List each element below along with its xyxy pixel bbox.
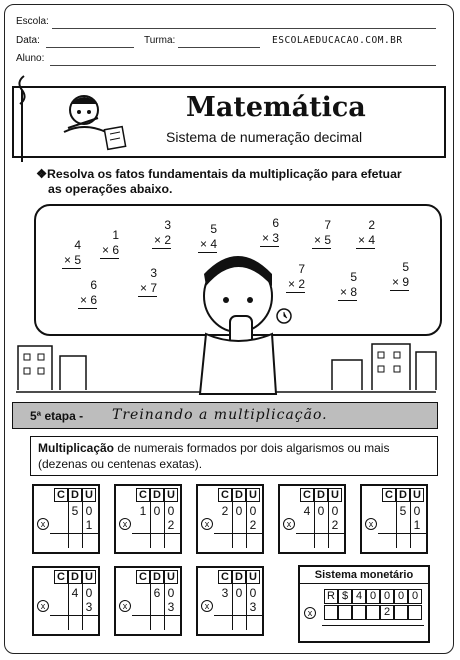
cdu-digit: 4 xyxy=(71,586,79,600)
cdu-problem-box xyxy=(32,484,100,554)
cdu-digit: 4 xyxy=(303,504,311,518)
cdu-digit: 0 xyxy=(85,586,93,600)
column-divider xyxy=(68,584,69,630)
column-divider xyxy=(164,584,165,630)
cdu-header-cell: U xyxy=(164,488,178,502)
answer-line xyxy=(214,615,262,616)
cdu-header-cell: D xyxy=(150,570,164,584)
times-circle-icon: x xyxy=(37,600,49,612)
cdu-digit: 0 xyxy=(167,504,175,518)
cdu-header-cell: C xyxy=(136,488,150,502)
column-divider xyxy=(82,584,83,630)
cdu-header-cell: D xyxy=(68,488,82,502)
cdu-digit: 5 xyxy=(399,504,407,518)
description-rest: de numerais formados por dois algarismos ou mais xyxy=(114,441,390,455)
times-circle-icon: x xyxy=(283,518,295,530)
fact-item: 5 × 8 xyxy=(340,270,358,299)
column-divider xyxy=(328,502,329,548)
fact-item: 7 × 2 xyxy=(288,262,306,291)
column-divider xyxy=(232,502,233,548)
cdu-digit: 5 xyxy=(71,504,79,518)
cdu-header-cell: U xyxy=(246,570,260,584)
cdu-problem-box xyxy=(360,484,428,554)
cdu-digit: 0 xyxy=(167,586,175,600)
column-divider xyxy=(314,502,315,548)
times-circle-icon: x xyxy=(304,607,316,619)
instruction-line-1 xyxy=(36,167,402,182)
date-field[interactable] xyxy=(46,47,134,48)
cdu-digit: 0 xyxy=(249,586,257,600)
fact-item: 4 × 5 xyxy=(64,238,82,267)
cdu-digit: 0 xyxy=(331,504,339,518)
times-circle-icon: x xyxy=(119,600,131,612)
money-cell xyxy=(352,605,366,620)
money-cell: 0 xyxy=(380,589,394,604)
answer-line xyxy=(50,533,98,534)
cdu-digit: 0 xyxy=(249,504,257,518)
instruction-text-1: Resolva os fatos fundamentais da multiplicação para efetuar xyxy=(47,167,402,181)
description-box xyxy=(30,436,438,476)
answer-line xyxy=(322,625,424,626)
fact-item: 3 × 2 xyxy=(154,218,172,247)
money-title: Sistema monetário xyxy=(300,567,428,584)
cdu-header-cell: U xyxy=(410,488,424,502)
cdu-header-cell: D xyxy=(232,570,246,584)
fact-item: 5 × 9 xyxy=(392,260,410,289)
cdu-header-cell: U xyxy=(82,488,96,502)
money-cell xyxy=(338,605,352,620)
column-divider xyxy=(82,502,83,548)
cdu-header-cell: D xyxy=(396,488,410,502)
cdu-digit: 0 xyxy=(413,504,421,518)
fact-item: 6 × 3 xyxy=(262,216,280,245)
times-circle-icon: x xyxy=(365,518,377,530)
school-field[interactable] xyxy=(52,28,436,29)
cdu-problem-box xyxy=(32,566,100,636)
money-cell: 0 xyxy=(394,589,408,604)
fact-item: 1 × 6 xyxy=(102,228,120,257)
column-divider xyxy=(232,584,233,630)
date-label: Data: xyxy=(16,35,40,46)
answer-line xyxy=(214,533,262,534)
column-divider xyxy=(150,502,151,548)
bullet-icon: ❖ xyxy=(36,167,48,181)
cdu-digit: 3 xyxy=(249,600,257,614)
description-bold: Multiplicação xyxy=(38,441,115,455)
column-divider xyxy=(410,502,411,548)
money-cell: 0 xyxy=(366,589,380,604)
cdu-header-cell: D xyxy=(232,488,246,502)
column-divider xyxy=(150,584,151,630)
cdu-header-cell: C xyxy=(54,488,68,502)
answer-line xyxy=(132,533,180,534)
cdu-header-cell: U xyxy=(328,488,342,502)
cdu-problem-box xyxy=(114,566,182,636)
column-divider xyxy=(246,584,247,630)
column-divider xyxy=(246,502,247,548)
fact-item: 6 × 6 xyxy=(80,278,98,307)
stage-label: 5ª etapa - xyxy=(30,409,84,423)
cdu-header-cell: U xyxy=(82,570,96,584)
girl-drinking-icon xyxy=(196,238,292,398)
cdu-digit: 3 xyxy=(85,600,93,614)
description-line-2: (dezenas ou centenas exatas). xyxy=(38,457,203,471)
times-circle-icon: x xyxy=(37,518,49,530)
student-writing-icon xyxy=(54,88,134,156)
cdu-digit: 2 xyxy=(221,504,229,518)
student-field[interactable] xyxy=(50,65,436,66)
money-cell: 0 xyxy=(408,589,422,604)
money-cell xyxy=(408,605,422,620)
money-cell: 2 xyxy=(380,605,394,620)
instruction-line-2: as operações abaixo. xyxy=(48,182,173,196)
cdu-digit: 6 xyxy=(153,586,161,600)
cdu-problem-box xyxy=(278,484,346,554)
money-box xyxy=(298,565,430,643)
cdu-digit: 2 xyxy=(331,518,339,532)
description-line-1 xyxy=(38,440,430,456)
class-field[interactable] xyxy=(178,47,260,48)
cdu-digit: 0 xyxy=(153,504,161,518)
answer-line xyxy=(50,615,98,616)
answer-line xyxy=(378,533,426,534)
cdu-digit: 1 xyxy=(413,518,421,532)
fact-item: 7 × 5 xyxy=(314,218,332,247)
cdu-digit: 2 xyxy=(167,518,175,532)
column-divider xyxy=(68,502,69,548)
fact-item: 5 × 4 xyxy=(200,222,218,251)
cdu-header-cell: D xyxy=(150,488,164,502)
cdu-problem-box xyxy=(196,484,264,554)
cdu-header-cell: C xyxy=(218,488,232,502)
column-divider xyxy=(396,502,397,548)
times-circle-icon: x xyxy=(201,518,213,530)
cdu-header-cell: C xyxy=(136,570,150,584)
student-label: Aluno: xyxy=(16,53,45,64)
money-cell xyxy=(394,605,408,620)
times-circle-icon: x xyxy=(119,518,131,530)
cdu-digit: 3 xyxy=(221,586,229,600)
cdu-header-cell: D xyxy=(314,488,328,502)
page-subtitle: Sistema de numeração decimal xyxy=(166,129,363,145)
answer-line xyxy=(296,533,344,534)
cdu-digit: 0 xyxy=(235,586,243,600)
page-title: Matemática xyxy=(186,92,366,123)
cdu-header-cell: U xyxy=(164,570,178,584)
cdu-digit: 0 xyxy=(317,504,325,518)
fact-item: 3 × 7 xyxy=(140,266,158,295)
website-label: ESCOLAEDUCACAO.COM.BR xyxy=(272,35,403,46)
cdu-header-cell: C xyxy=(382,488,396,502)
cdu-header-cell: C xyxy=(218,570,232,584)
money-cell: $ xyxy=(338,589,352,604)
cdu-digit: 3 xyxy=(167,600,175,614)
money-cell: 4 xyxy=(352,589,366,604)
class-label: Turma: xyxy=(144,35,176,46)
money-cell xyxy=(366,605,380,620)
column-divider xyxy=(164,502,165,548)
cdu-digit: 0 xyxy=(85,504,93,518)
cdu-header-cell: U xyxy=(246,488,260,502)
scroll-curl-icon xyxy=(16,74,28,166)
money-cell: R xyxy=(324,589,338,604)
times-circle-icon: x xyxy=(201,600,213,612)
cdu-header-cell: C xyxy=(54,570,68,584)
answer-line xyxy=(132,615,180,616)
cdu-problem-box xyxy=(196,566,264,636)
cdu-problem-box xyxy=(114,484,182,554)
school-label: Escola: xyxy=(16,16,49,27)
cdu-digit: 2 xyxy=(249,518,257,532)
cdu-digit: 0 xyxy=(235,504,243,518)
fact-item: 2 × 4 xyxy=(358,218,376,247)
cdu-header-cell: D xyxy=(68,570,82,584)
money-cell xyxy=(324,605,338,620)
cdu-digit: 1 xyxy=(139,504,147,518)
cdu-header-cell: C xyxy=(300,488,314,502)
stage-title: Treinando a multiplicação. xyxy=(112,407,328,423)
cdu-digit: 1 xyxy=(85,518,93,532)
